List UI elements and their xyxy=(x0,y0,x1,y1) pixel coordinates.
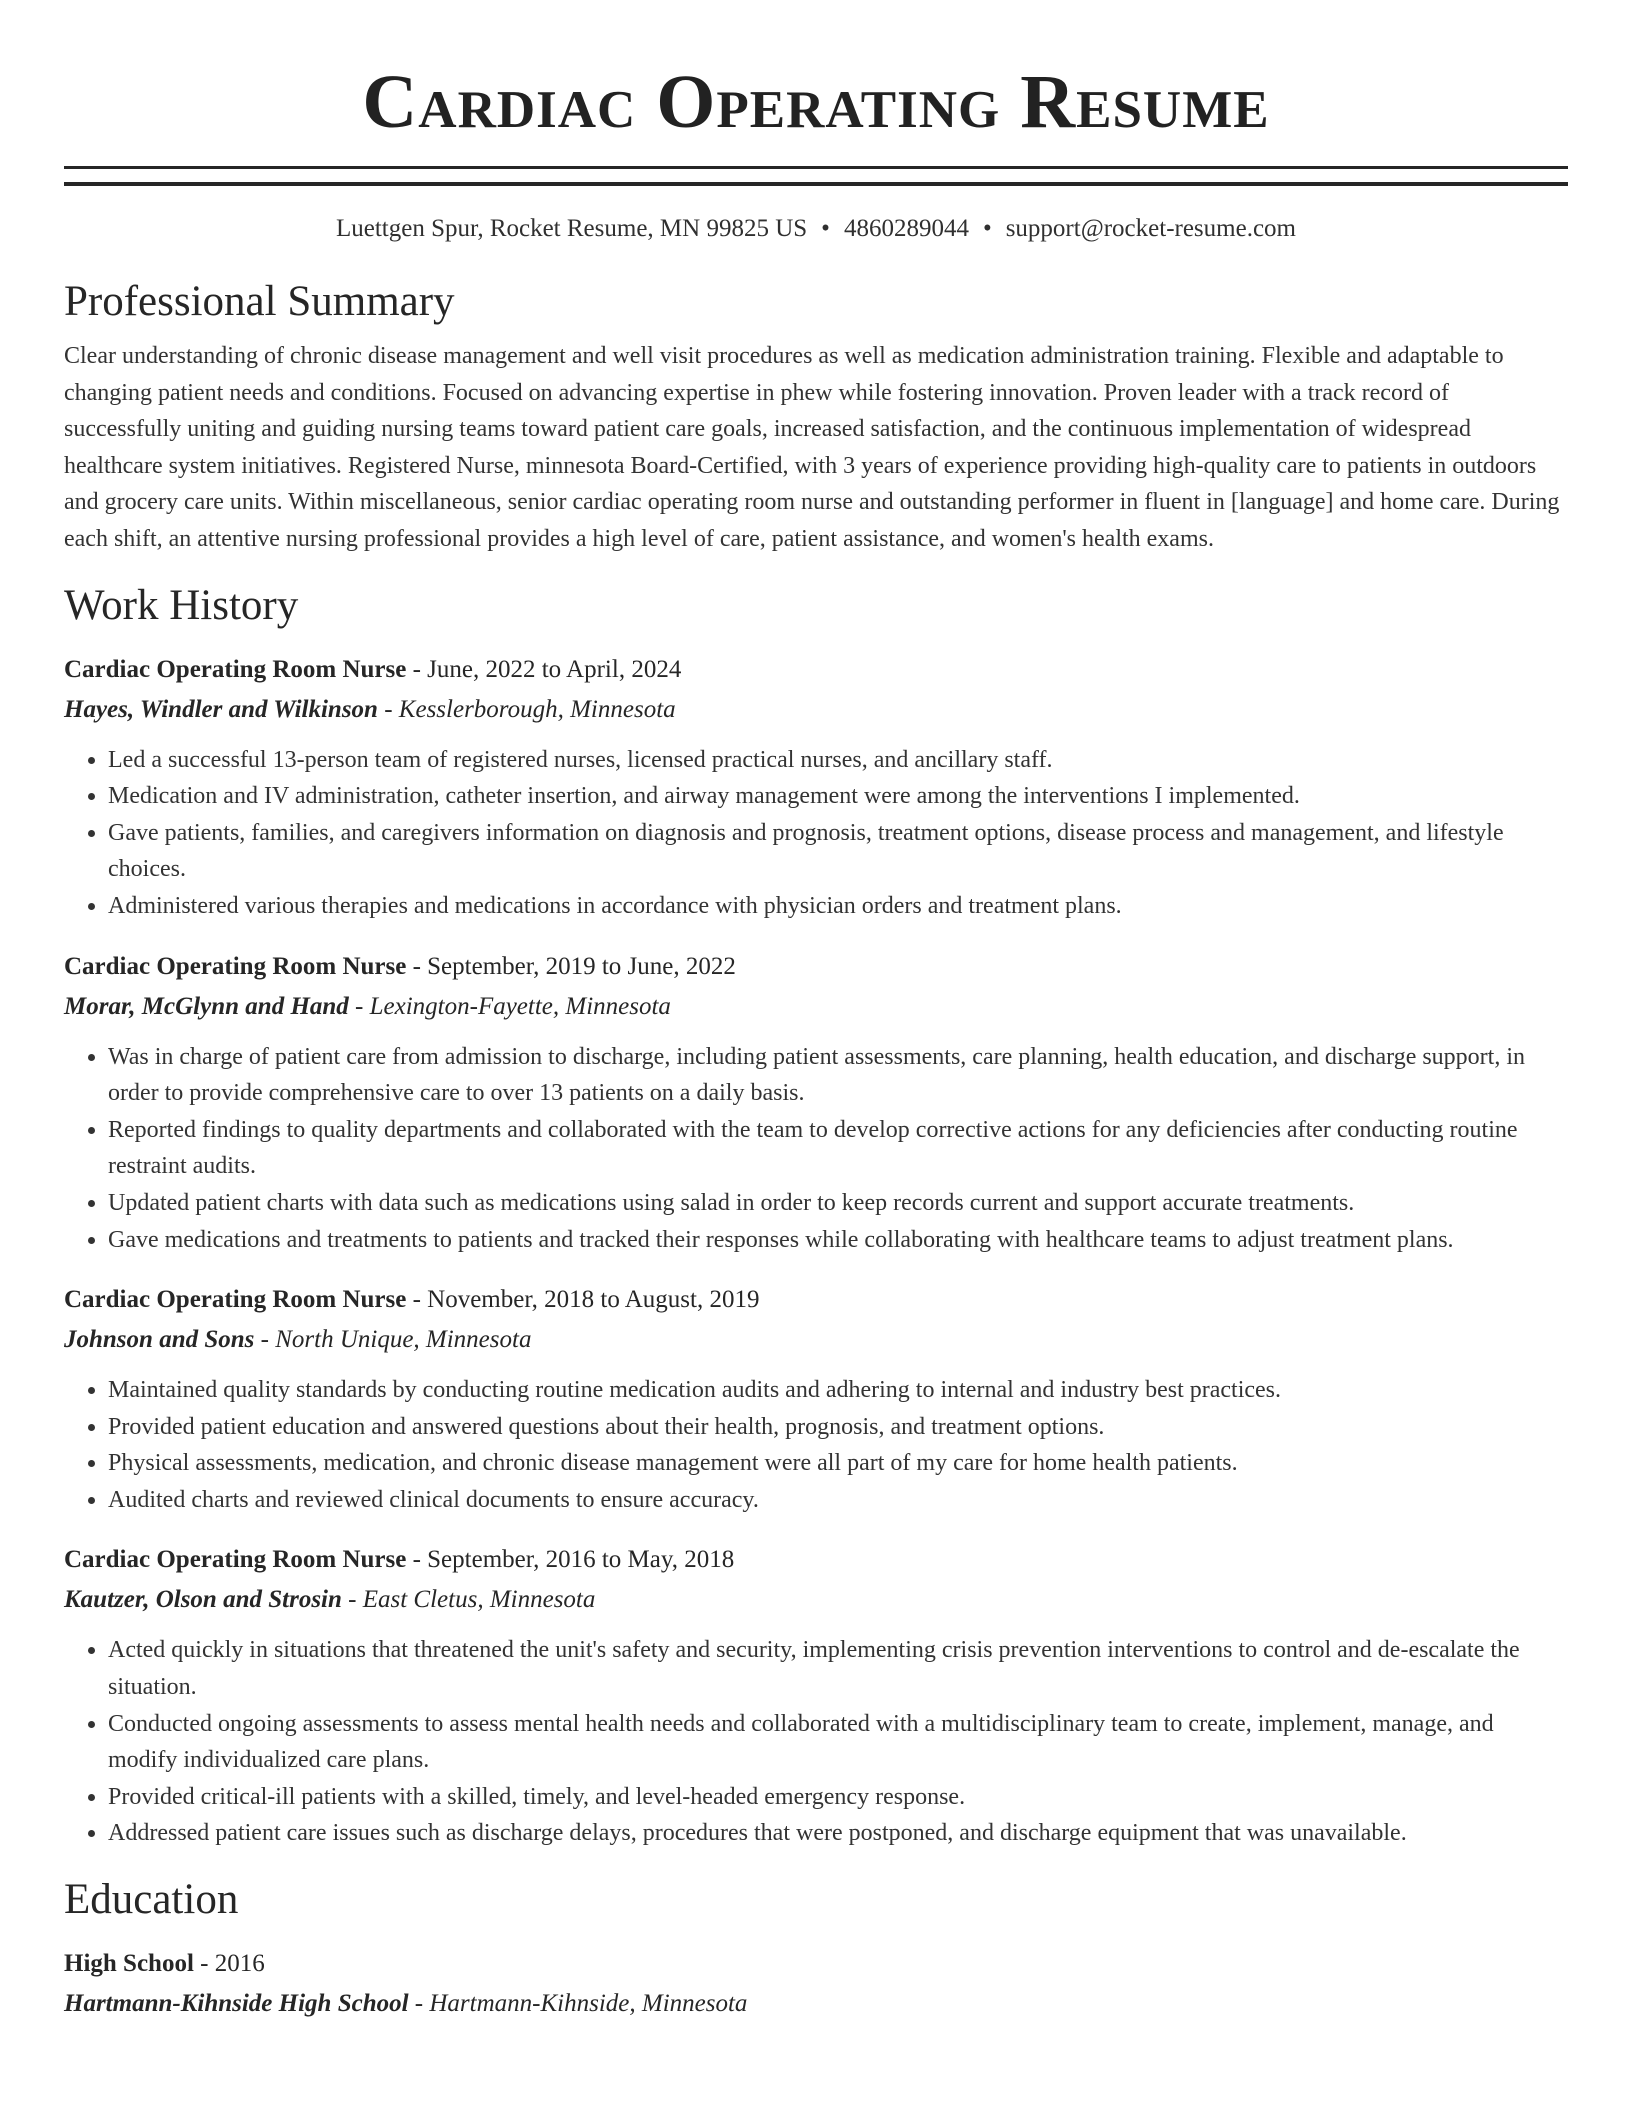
degree-line xyxy=(64,1944,1568,1984)
duty-item: • Audited charts and reviewed clinical documents to ensure accuracy. xyxy=(108,1482,1568,1519)
job-title: Cardiac Operating Room Nurse xyxy=(64,1546,407,1574)
duty-item: • Physical assessments, medication, and chronic disease management were all part of my care for home health patients. xyxy=(108,1445,1568,1482)
employer-dash: - xyxy=(377,695,399,723)
job-title-line xyxy=(64,1540,1568,1580)
duty-item: • Reported findings to quality departments and collaborated with the team to develop corrective actions for any deficiencies after conducting routine restraint audits. xyxy=(108,1112,1568,1185)
duty-item: • Led a successful 13-person team of registered nurses, licensed practical nurses, and ancillary staff. xyxy=(108,742,1568,779)
employer-line xyxy=(64,690,1568,730)
contact-line xyxy=(64,214,1568,244)
resume-title: Cardiac Operating Resume xyxy=(362,60,1270,144)
duty-item: • Medication and IV administration, catheter insertion, and airway management were among the interventions I implemented. xyxy=(108,778,1568,815)
job-title-line xyxy=(64,1280,1568,1320)
contact-address: Luettgen Spur, Rocket Resume, MN 99825 US xyxy=(335,215,808,242)
duty-item: • Was in charge of patient care from admission to discharge, including patient assessments, care planning, health education, and discharge support, in order to provide comprehensive care to over 13 patients on a daily basis. xyxy=(108,1039,1568,1112)
job-title: Cardiac Operating Room Nurse xyxy=(64,952,407,980)
summary-text: Clear understanding of chronic disease management and well visit procedures as well as medication administration training. Flexible and adaptable to changing patient needs and conditions. Focused on advancing expertise in phew while fostering innovation. Proven leader with a track record of successfully uniting and guiding nursing teams toward patient care goals, increased satisfaction, and the continuous implementation of widespread healthcare system initiatives. Registered Nurse, minnesota Board-Certified, with 3 years of experience providing high-quality care to patients in outdoors and grocery care units. Within miscellaneous, senior cardiac operating room nurse and outstanding performer in fluent in [language] and home care. During each shift, an attentive nursing professional provides a high level of care, patient assistance, and women's health exams. xyxy=(64,343,1560,552)
duty-item: • Addressed patient care issues such as discharge delays, procedures that were postponed, and discharge equipment that was unavailable. xyxy=(108,1815,1568,1852)
job-entry xyxy=(64,1280,1568,1518)
school-name: Hartmann-Kihnside High School xyxy=(64,1990,409,2018)
education-heading: Education xyxy=(64,1876,239,1924)
duty-item: • Acted quickly in situations that threatened the unit's safety and security, implementing crisis prevention interventions to control and de-escalate the situation. xyxy=(108,1632,1568,1705)
employer-line xyxy=(64,1580,1568,1620)
job-dash: - xyxy=(406,952,428,980)
employer-location: Lexington-Fayette, Minnesota xyxy=(369,992,671,1020)
duty-item: • Conducted ongoing assessments to assess mental health needs and collaborated with a multidisciplinary team to create, implement, manage, and modify individualized care plans. xyxy=(108,1706,1568,1779)
employer-location: East Cletus, Minnesota xyxy=(362,1586,596,1614)
summary-heading: Professional Summary xyxy=(64,278,455,325)
job-entry xyxy=(64,947,1568,1259)
job-dash: - xyxy=(406,1286,428,1314)
work-history-heading: Work History xyxy=(64,581,299,629)
job-title: Cardiac Operating Room Nurse xyxy=(64,1286,407,1314)
duty-item: • Provided critical-ill patients with a skilled, timely, and level-headed emergency response. xyxy=(108,1779,1568,1816)
duty-list xyxy=(64,742,1568,925)
job-dates: November, 2018 to August, 2019 xyxy=(427,1286,760,1314)
duty-item: • Gave medications and treatments to patients and tracked their responses while collaborating with healthcare teams to adjust treatment plans. xyxy=(108,1222,1568,1259)
job-dash: - xyxy=(406,655,428,683)
employer-location: Kesslerborough, Minnesota xyxy=(398,695,676,723)
employer-line xyxy=(64,1320,1568,1360)
job-dash: - xyxy=(406,1546,428,1574)
employer-dash: - xyxy=(341,1586,363,1614)
education-entry xyxy=(64,1944,1568,2024)
duty-item: • Provided patient education and answered questions about their health, prognosis, and treatment options. xyxy=(108,1409,1568,1446)
school-location: Hartmann-Kihnside, Minnesota xyxy=(429,1990,748,2018)
duty-item: • Gave patients, families, and caregivers information on diagnosis and prognosis, treatment options, disease process and management, and lifestyle choices. xyxy=(108,815,1568,888)
contact-separator: • xyxy=(821,215,830,242)
school-dash: - xyxy=(408,1990,430,2018)
duty-item: • Maintained quality standards by conducting routine medication audits and adhering to internal and industry best practices. xyxy=(108,1372,1568,1409)
employer-name: Morar, McGlynn and Hand xyxy=(64,992,349,1020)
employer-line xyxy=(64,987,1568,1027)
degree-name: High School xyxy=(64,1950,194,1978)
job-dates: June, 2022 to April, 2024 xyxy=(427,655,682,683)
contact-separator: • xyxy=(982,215,992,242)
title-divider xyxy=(64,166,1568,186)
duty-list xyxy=(64,1039,1568,1259)
resume-page xyxy=(64,0,1568,2024)
contact-email: support@rocket-resume.com xyxy=(1005,215,1296,242)
job-dates: September, 2016 to May, 2018 xyxy=(427,1546,735,1574)
school-line xyxy=(64,1984,1568,2024)
employer-dash: - xyxy=(348,992,370,1020)
job-entry xyxy=(64,1540,1568,1852)
employer-dash: - xyxy=(254,1326,276,1354)
degree-dash: - xyxy=(193,1950,215,1978)
employer-name: Hayes, Windler and Wilkinson xyxy=(64,695,378,723)
employer-name: Kautzer, Olson and Strosin xyxy=(64,1586,342,1614)
duty-list xyxy=(64,1372,1568,1518)
job-title: Cardiac Operating Room Nurse xyxy=(64,655,407,683)
job-entry xyxy=(64,650,1568,925)
duty-list xyxy=(64,1632,1568,1852)
employer-location: North Unique, Minnesota xyxy=(275,1326,532,1354)
contact-phone: 4860289044 xyxy=(843,215,969,242)
employer-name: Johnson and Sons xyxy=(64,1326,255,1354)
degree-year: 2016 xyxy=(214,1950,265,1978)
job-title-line xyxy=(64,947,1568,987)
job-title-line xyxy=(64,650,1568,690)
duty-item: • Administered various therapies and medications in accordance with physician orders and treatment plans. xyxy=(108,888,1568,925)
job-dates: September, 2019 to June, 2022 xyxy=(427,952,736,980)
duty-item: • Updated patient charts with data such as medications using salad in order to keep records current and support accurate treatments. xyxy=(108,1185,1568,1222)
